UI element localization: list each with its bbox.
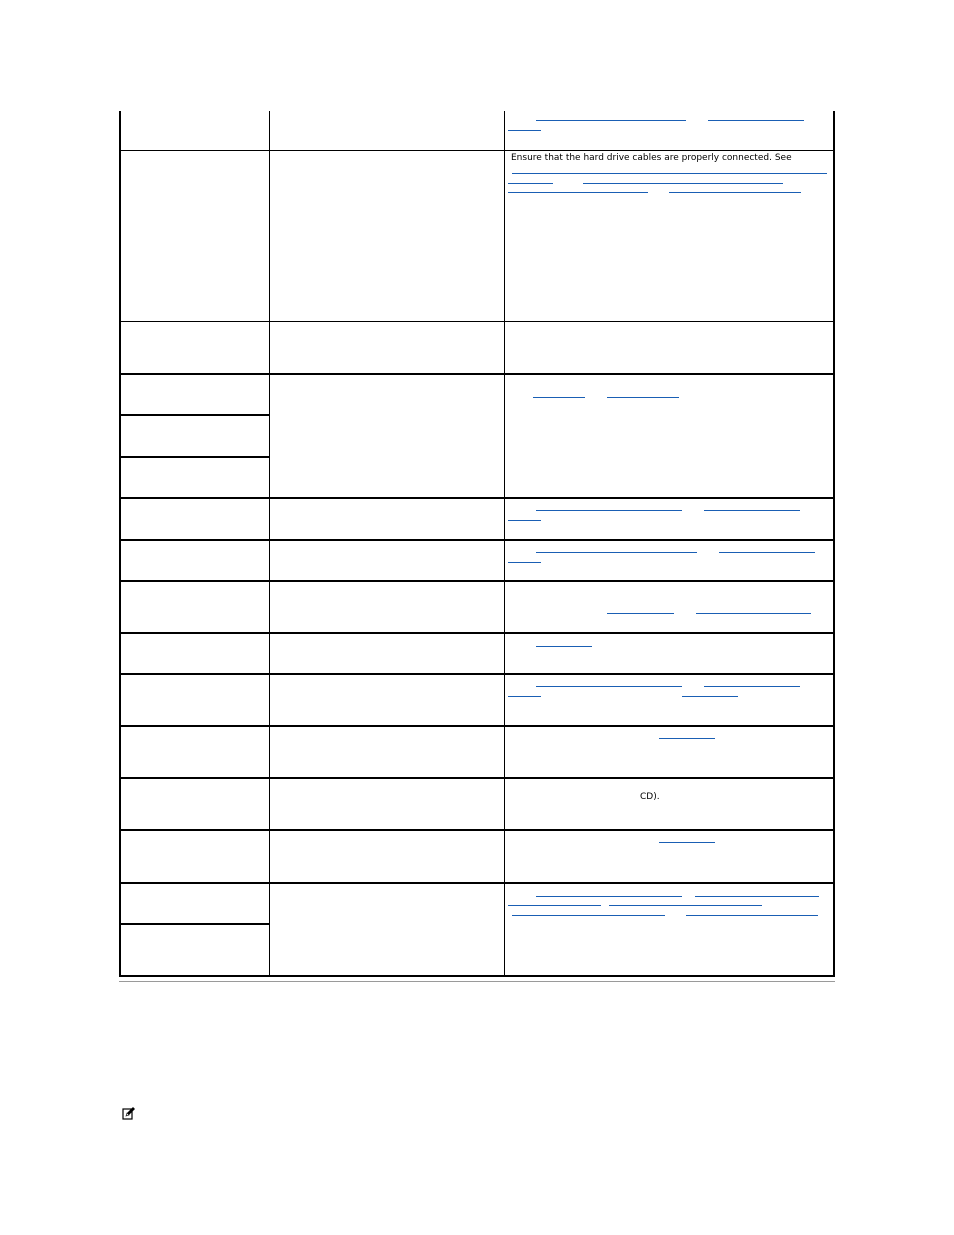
- link[interactable]: [696, 613, 811, 614]
- link[interactable]: [508, 183, 553, 184]
- table-border-bottom: [119, 975, 835, 977]
- row-separator: [119, 321, 835, 322]
- link[interactable]: [508, 520, 541, 521]
- column-divider-2: [504, 111, 505, 977]
- link[interactable]: [708, 120, 804, 121]
- link[interactable]: [536, 686, 682, 687]
- row-separator: [119, 150, 835, 151]
- link[interactable]: [669, 192, 801, 193]
- link[interactable]: [512, 173, 827, 174]
- cell-text: Ensure that the hard drive cables are properly connected. See: [511, 153, 792, 163]
- link[interactable]: [536, 120, 686, 121]
- link[interactable]: [536, 552, 697, 553]
- row-separator: [119, 539, 835, 541]
- link[interactable]: [659, 738, 715, 739]
- link[interactable]: [719, 552, 815, 553]
- link[interactable]: [508, 905, 601, 906]
- link[interactable]: [659, 842, 715, 843]
- link[interactable]: [609, 905, 762, 906]
- link[interactable]: [536, 896, 682, 897]
- link[interactable]: [682, 696, 738, 697]
- table-border-right: [833, 111, 835, 977]
- link[interactable]: [536, 510, 682, 511]
- link[interactable]: [508, 192, 648, 193]
- row-separator: [119, 373, 835, 375]
- row-separator-partial: [119, 414, 269, 416]
- row-separator: [119, 497, 835, 499]
- link[interactable]: [508, 130, 541, 131]
- link[interactable]: [583, 183, 783, 184]
- link[interactable]: [686, 915, 818, 916]
- link[interactable]: [533, 397, 585, 398]
- row-separator: [119, 580, 835, 582]
- row-separator-partial: [119, 923, 269, 925]
- link[interactable]: [607, 613, 674, 614]
- row-separator: [119, 777, 835, 779]
- row-separator: [119, 829, 835, 831]
- table-border-left: [119, 111, 121, 977]
- section-divider: [119, 981, 835, 982]
- row-separator: [119, 725, 835, 727]
- row-separator: [119, 632, 835, 634]
- row-separator-partial: [119, 456, 269, 458]
- link[interactable]: [704, 686, 800, 687]
- link[interactable]: [508, 696, 541, 697]
- row-separator: [119, 882, 835, 884]
- column-divider-1: [269, 111, 270, 977]
- link[interactable]: [704, 510, 800, 511]
- note-pencil-icon: [122, 1106, 136, 1120]
- cell-text: CD).: [640, 792, 660, 802]
- row-separator: [119, 673, 835, 675]
- link[interactable]: [512, 915, 665, 916]
- link[interactable]: [536, 646, 592, 647]
- link[interactable]: [695, 896, 819, 897]
- link[interactable]: [607, 397, 679, 398]
- link[interactable]: [508, 562, 541, 563]
